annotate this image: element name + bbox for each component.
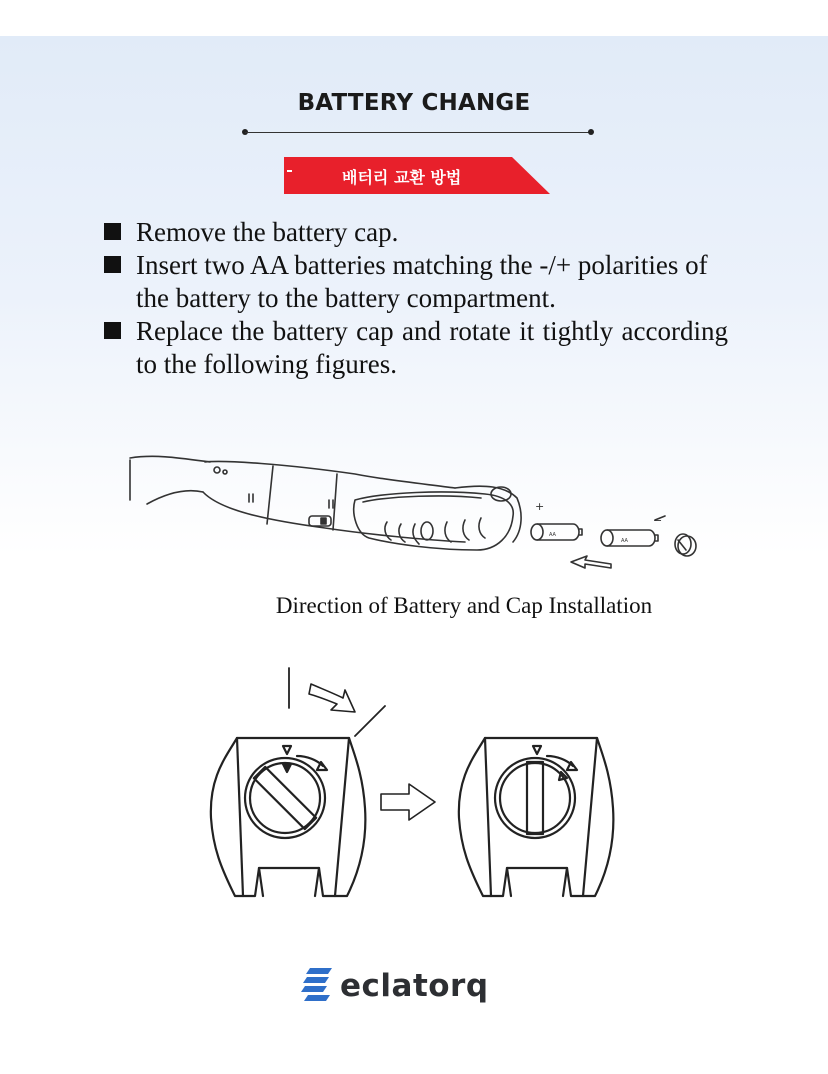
instruction-list [104, 216, 728, 381]
instruction-text: Replace the battery cap and rotate it tightly according to the following figures. [136, 316, 728, 379]
page-title: BATTERY CHANGE [297, 90, 531, 116]
square-bullet-icon [104, 223, 121, 240]
instruction-item [104, 315, 728, 381]
brand-logo [300, 966, 489, 1006]
square-bullet-icon [104, 256, 121, 273]
title-rule-right-dot [588, 129, 594, 135]
figure-caption: Direction of Battery and Cap Installation [275, 593, 653, 618]
eclatorq-logo-icon [300, 966, 336, 1006]
square-bullet-icon [104, 322, 121, 339]
instruction-text: Insert two AA batteries matching the -/+ polarities of the battery to the battery compartment. [136, 250, 708, 313]
instruction-item [104, 249, 728, 315]
battery-label: AA [621, 538, 628, 544]
battery-label: AA [549, 532, 556, 538]
ribbon-label: 배터리 교환 방법 [342, 168, 462, 187]
plus-mark: + [535, 500, 545, 513]
minus-mark: − [653, 514, 663, 527]
title-rule [245, 132, 591, 133]
battery-installation-illustration [125, 432, 705, 580]
logo-wordmark: eclatorq [340, 968, 489, 1004]
instruction-item [104, 216, 728, 249]
ribbon-dash [287, 170, 292, 172]
instruction-text: Remove the battery cap. [136, 217, 399, 247]
cap-rotation-illustration [195, 658, 625, 908]
